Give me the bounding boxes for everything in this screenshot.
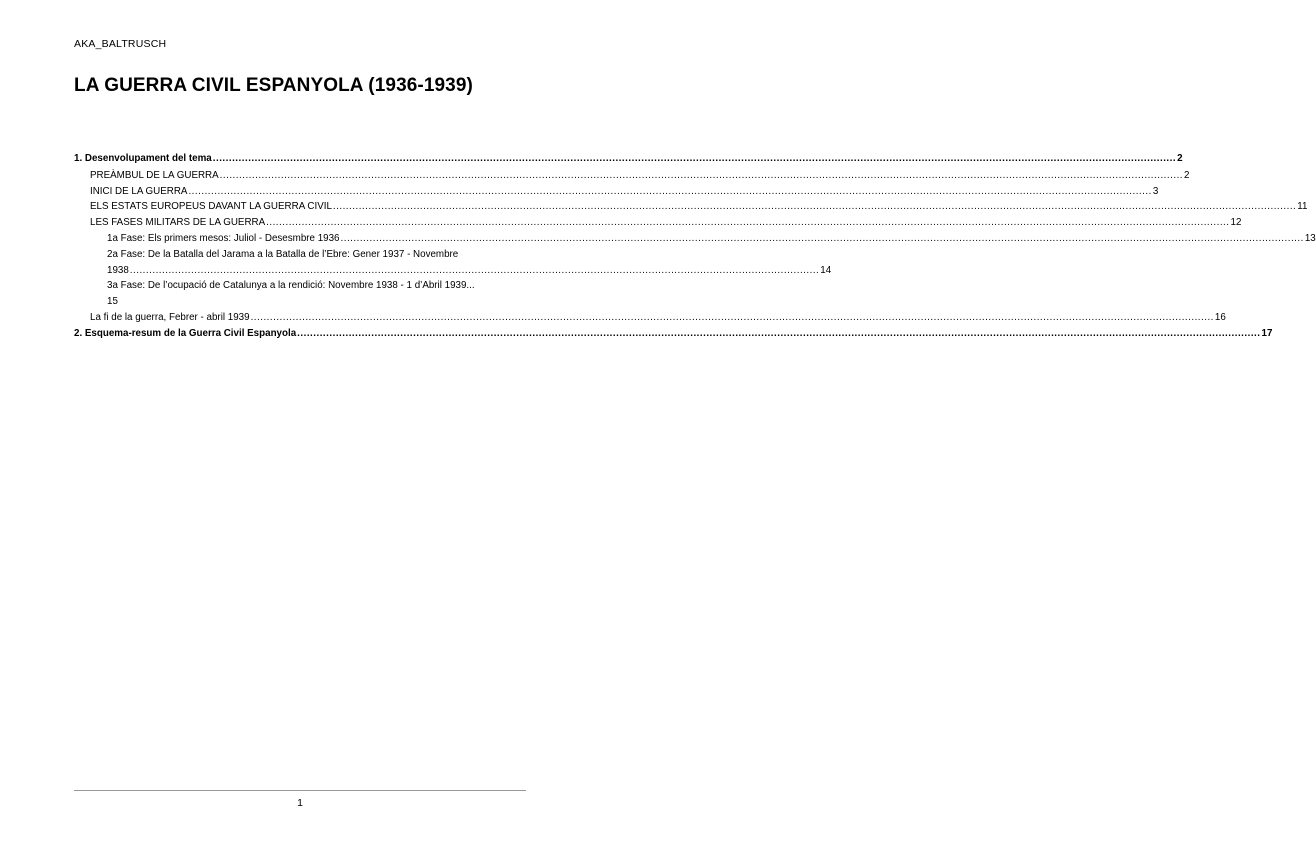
toc-entry-title: LES FASES MILITARS DE LA GUERRA (90, 217, 266, 229)
toc-leader-dots (341, 231, 1304, 247)
toc-entry-section-2[interactable] (74, 326, 1273, 342)
document-header-author: AKA_BALTRUSCH (74, 38, 167, 50)
toc-entry-page: 3 (1152, 185, 1159, 197)
toc-entry-title: ELS ESTATS EUROPEUS DAVANT LA GUERRA CIVIL (90, 201, 332, 213)
toc-entry-fase-2[interactable] (74, 247, 832, 279)
toc-entry-title-line1: 2a Fase: De la Batalla del Jarama a la Batalla de l’Ebre: Gener 1937 - Novembre (107, 248, 459, 260)
toc-entry-page: 2 (1184, 169, 1190, 181)
toc-entry-page: 12 (1230, 217, 1242, 229)
toc-entry-page: 15 (107, 296, 118, 308)
toc-entry-page: 17 (1261, 327, 1273, 339)
toc-leader-dots (333, 199, 1296, 215)
toc-leader-dots (213, 151, 1176, 167)
toc-entry-fase-3[interactable] (74, 278, 526, 310)
footer-divider (74, 790, 526, 791)
toc-entry-preambul[interactable] (74, 168, 1190, 184)
toc-entry-estats-europeus[interactable] (74, 199, 1308, 215)
toc-entry-page: 14 (820, 264, 832, 276)
toc-entry-fi-guerra[interactable] (74, 310, 1226, 326)
table-of-contents (74, 151, 1316, 342)
toc-entry-title: PREÀMBUL DE LA GUERRA (90, 169, 219, 181)
toc-entry-inici[interactable] (74, 184, 1159, 200)
toc-entry-page: 2 (1177, 153, 1183, 164)
toc-leader-dots (220, 168, 1183, 184)
toc-entry-fase-1[interactable] (74, 231, 1316, 247)
toc-leader-dots (297, 326, 1260, 342)
toc-leader-dots (188, 184, 1151, 200)
toc-leader-dots (251, 310, 1214, 326)
toc-entry-title: 2. Esquema-resum de la Guerra Civil Espanyola (74, 327, 297, 339)
toc-leader-dots: ...................................................................................................................................................................................................................... (129, 264, 820, 276)
toc-entry-page: 16 (1214, 311, 1226, 323)
document-title: LA GUERRA CIVIL ESPANYOLA (1936-1939) (74, 75, 473, 96)
page-number: 1 (297, 797, 303, 809)
toc-entry-title: 1. Desenvolupament del tema (74, 153, 212, 164)
toc-entry-title: 1a Fase: Els primers mesos: Juliol - Desesmbre 1936 (107, 232, 340, 244)
toc-entry-page: 13 (1304, 232, 1316, 244)
toc-entry-section-1[interactable] (74, 151, 1183, 167)
toc-entry-fases-militars[interactable] (74, 215, 1242, 231)
toc-entry-page: 11 (1297, 201, 1308, 213)
toc-entry-title: La fi de la guerra, Febrer - abril 1939 (90, 311, 250, 323)
toc-entry-title-line1: 3a Fase: De l’ocupació de Catalunya a la rendició: Novembre 1938 - 1 d’Abril 1939... (107, 280, 475, 292)
toc-entry-title: INICI DE LA GUERRA (90, 185, 188, 197)
toc-leader-dots (266, 215, 1229, 231)
toc-entry-title-line2: 1938 (107, 264, 129, 276)
